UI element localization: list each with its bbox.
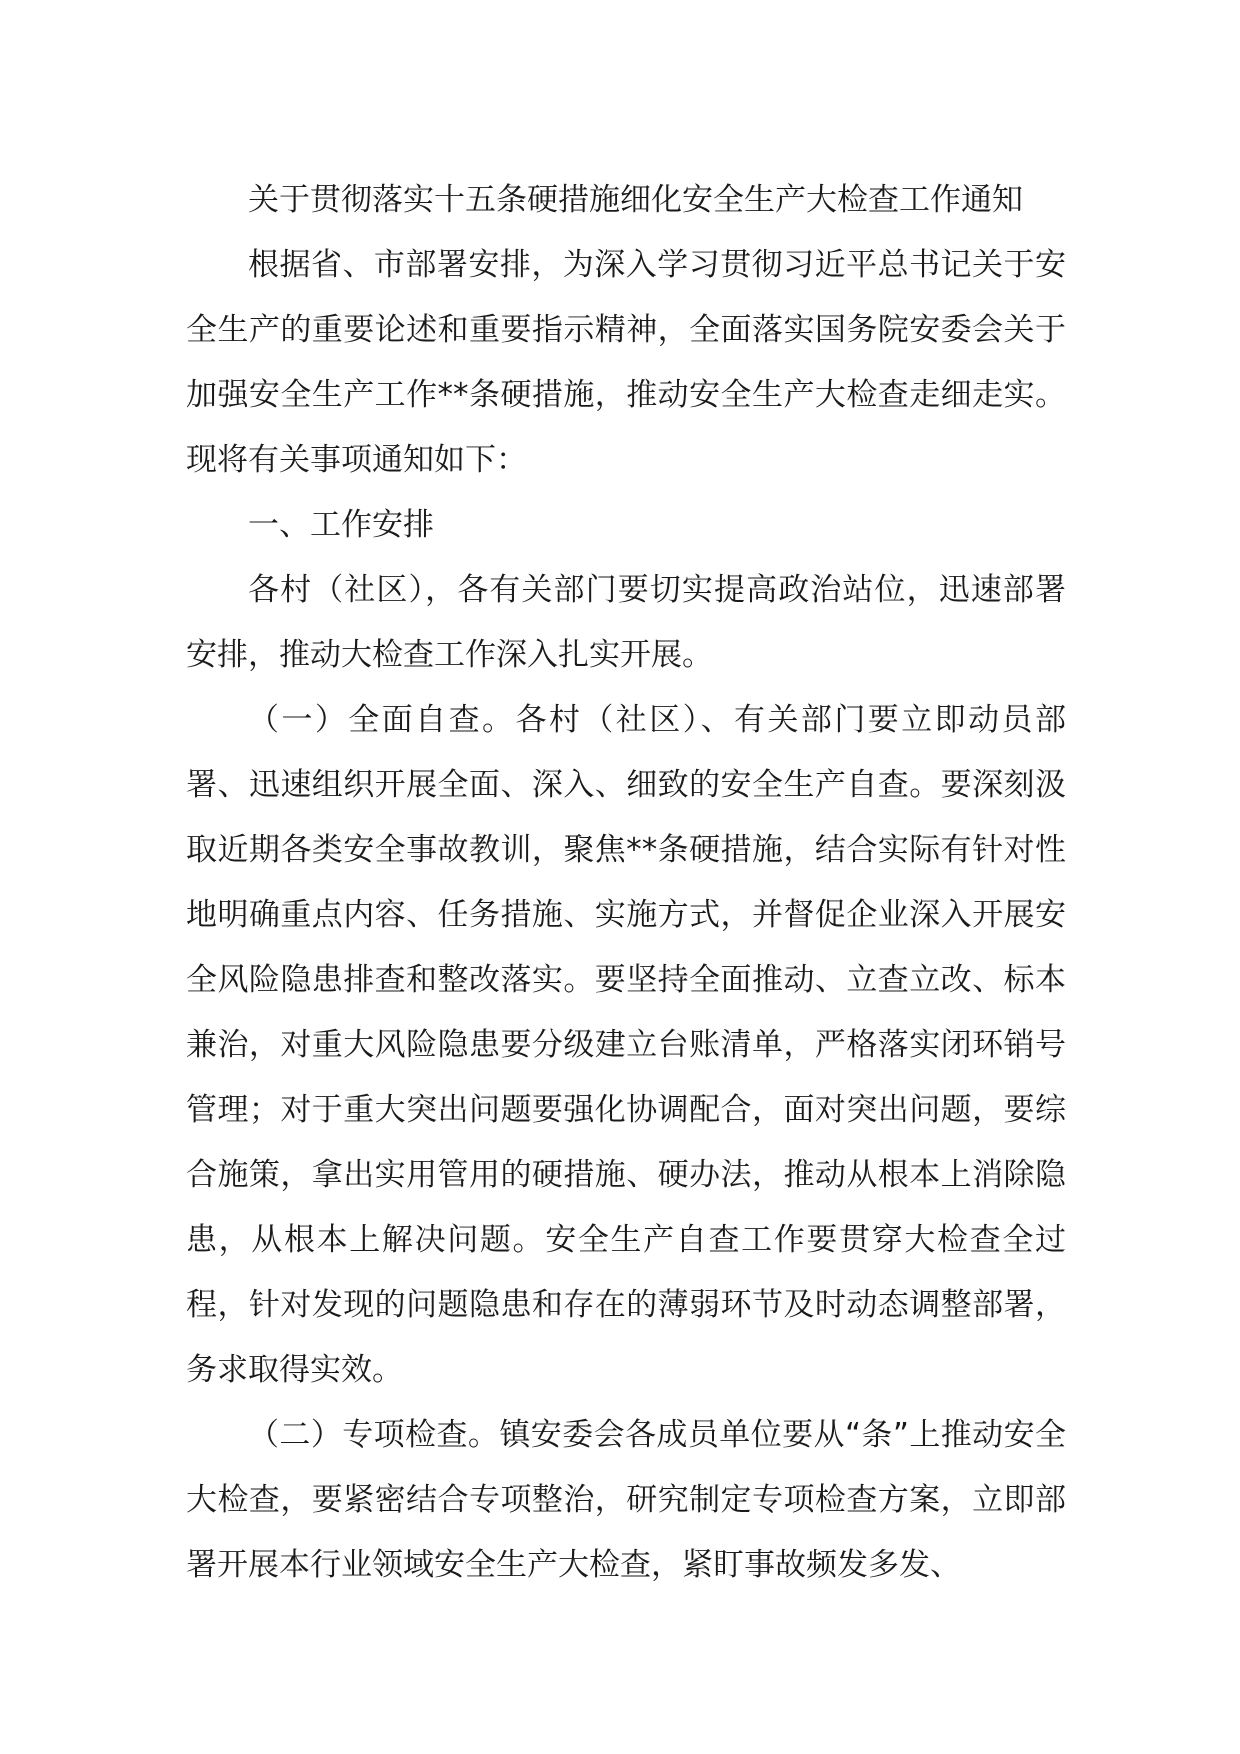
section-heading-work-arrangement: 一、工作安排: [248, 507, 434, 543]
document-body: [186, 168, 1066, 1598]
paragraph-intro: 根据省、市部署安排，为深入学习贯彻习近平总书记关于安全生产的重要论述和重要指示精神，全面落实国务院安委会关于加强安全生产工作**条硬措施，推动安全生产大检查走细走实。现将有关事项通知如下：: [186, 247, 1066, 478]
paragraph-self-inspection: （一）全面自查。各村（社区）、有关部门要立即动员部署、迅速组织开展全面、深入、细致的安全生产自查。要深刻汲取近期各类安全事故教训，聚焦**条硬措施，结合实际有针对性地明确重点内容、任务措施、实施方式，并督促企业深入开展安全风险隐患排查和整改落实。要坚持全面推动、立查立改、标本兼治，对重大风险隐患要分级建立台账清单，严格落实闭环销号管理；对于重大突出问题要强化协调配合，面对突出问题，要综合施策，拿出实用管用的硬措施、硬办法，推动从根本上消除隐患，从根本上解决问题。安全生产自查工作要贯穿大检查全过程，针对发现的问题隐患和存在的薄弱环节及时动态调整部署，务求取得实效。: [186, 702, 1066, 1388]
paragraph-special-inspection: （二）专项检查。镇安委会各成员单位要从“条”上推动安全大检查，要紧密结合专项整治，研究制定专项检查方案，立即部署开展本行业领域安全生产大检查，紧盯事故频发多发、: [186, 1417, 1066, 1583]
paragraph-arrangement: 各村（社区），各有关部门要切实提高政治站位，迅速部署安排，推动大检查工作深入扎实开展。: [186, 572, 1066, 673]
document-title: 关于贯彻落实十五条硬措施细化安全生产大检查工作通知: [248, 182, 1023, 218]
